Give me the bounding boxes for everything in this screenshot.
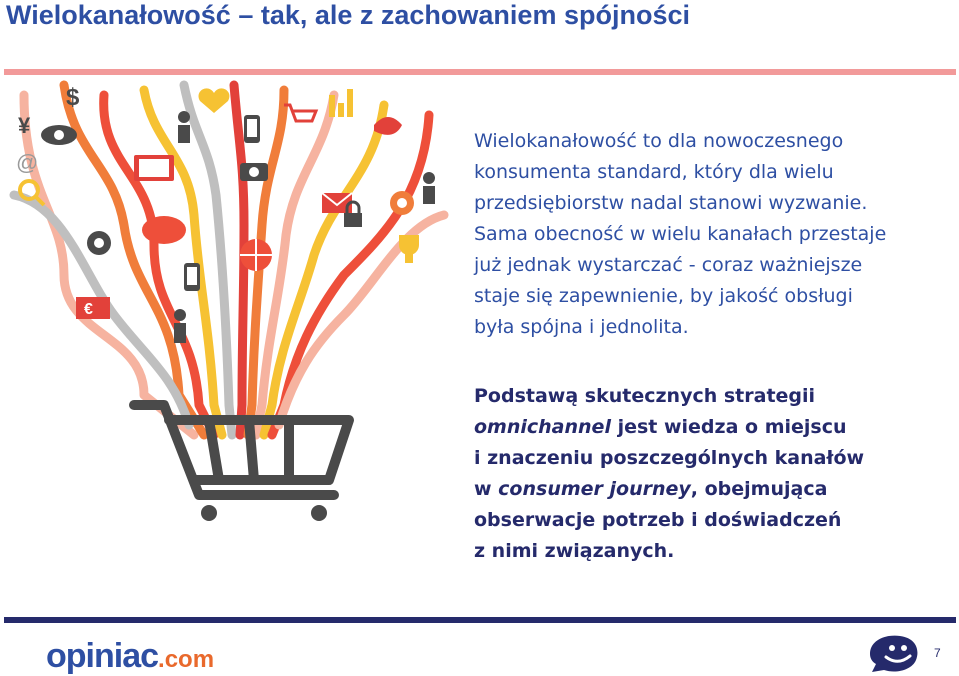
euro-icon xyxy=(76,297,110,319)
opiniac-logo xyxy=(46,637,214,676)
footer-divider xyxy=(4,617,956,623)
text-run: z nimi związanych. xyxy=(474,540,675,562)
at-icon xyxy=(16,150,38,175)
eye-icon xyxy=(41,125,77,145)
intro-line: przedsiębiorstw nadal stanowi wyzwanie. xyxy=(474,192,868,214)
person-icon xyxy=(178,111,190,143)
trophy-icon xyxy=(399,235,419,263)
shopping-cart-icon xyxy=(134,405,349,495)
cloud-icon xyxy=(142,216,186,244)
heart-icon xyxy=(199,88,230,113)
gear-icon xyxy=(390,191,414,215)
intro-paragraph xyxy=(474,126,954,343)
logo-suffix: .com xyxy=(158,646,215,673)
text-run: w xyxy=(474,478,499,500)
italic-term: consumer journey xyxy=(498,478,691,500)
omnichannel-line xyxy=(474,474,954,505)
omnichannel-line xyxy=(474,536,954,567)
logo-main: opiniac xyxy=(46,637,159,675)
text-run: Podstawą skutecznych strategii xyxy=(474,385,816,407)
slide-title: Wielokanałowość – tak, ale z zachowaniem spójności xyxy=(6,0,690,30)
intro-line: staje się zapewnienie, by jakość obsługi xyxy=(474,285,853,307)
smartphone-icon xyxy=(184,263,200,291)
lock-icon xyxy=(344,202,362,227)
omnichannel-paragraph xyxy=(474,381,954,567)
svg-text:@: @ xyxy=(16,150,39,175)
text-run: jest wiedza o miejscu xyxy=(610,416,847,438)
omnichannel-line xyxy=(474,381,954,412)
dollar-icon xyxy=(66,84,80,111)
svg-text:¥: ¥ xyxy=(18,113,31,138)
person-icon xyxy=(174,309,186,343)
intro-line: konsumenta standard, który dla wielu xyxy=(474,161,834,183)
svg-text:€: € xyxy=(84,301,93,318)
italic-term: omnichannel xyxy=(474,416,611,438)
shopping-cart-icon xyxy=(284,105,316,121)
omnichannel-illustration xyxy=(4,75,452,525)
intro-line: Sama obecność w wielu kanałach przestaje xyxy=(474,223,887,245)
omnichannel-line xyxy=(474,443,954,474)
svg-text:$: $ xyxy=(66,84,80,111)
intro-line: Wielokanałowość to dla nowoczesnego xyxy=(474,130,844,152)
laptop-icon xyxy=(134,155,174,181)
smiley-mascot-icon xyxy=(866,632,922,674)
gear-icon xyxy=(87,231,111,255)
intro-line: już jednak wystarczać - coraz ważniejsze xyxy=(474,254,863,276)
text-run: i znaczeniu poszczególnych kanałów xyxy=(474,447,865,469)
text-run: , obejmująca xyxy=(690,478,828,500)
page-number: 7 xyxy=(934,646,941,660)
globe-icon xyxy=(240,239,272,271)
smartphone-icon xyxy=(244,115,260,143)
intro-line: była spójna i jednolita. xyxy=(474,316,689,338)
omnichannel-line xyxy=(474,505,954,536)
text-run: obserwacje potrzeb i doświadczeń xyxy=(474,509,842,531)
yen-icon xyxy=(18,113,31,138)
camera-icon xyxy=(240,163,268,181)
omnichannel-line xyxy=(474,412,954,443)
person-icon xyxy=(423,172,435,204)
